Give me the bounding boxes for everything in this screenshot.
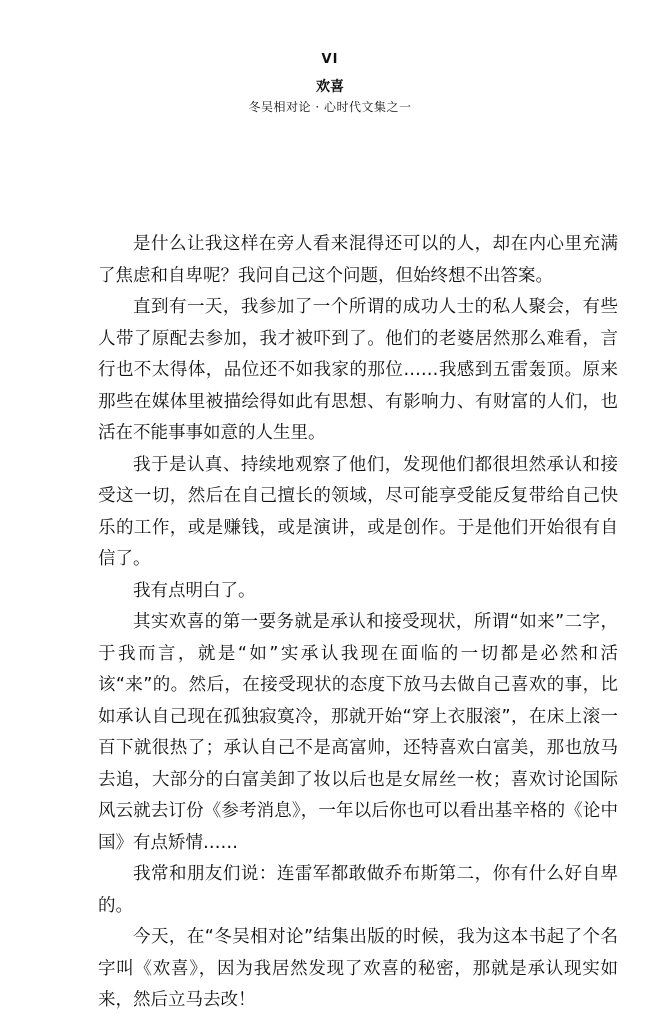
paragraph-2: 直到有一天，我参加了一个所谓的成功人士的私人聚会，有些人带了原配去参加，我才被吓到了。他们的老婆居然那么难看，言行也不太得体，品位还不如我家的那位……我感到五雷轰顶。原来那些在媒体里被描绘得如此有思想、有影响力、有财富的人们，也活在不能事事如意的人生里。 bbox=[98, 297, 618, 443]
book-subtitle: 冬吴相对论 · 心时代文集之一 bbox=[248, 100, 412, 114]
paragraph-5: 其实欢喜的第一要务就是承认和接受现状，所谓“如来”二字，于我而言，就是“如”实承认我现在面临的一切都是必然和活该“来”的。然后，在接受现状的态度下放马去做自己喜欢的事，比如承认自己现在孤独寂寞冷，那就开始“穿上衣服滚”，在床上滚一百下就很热了；承认自己不是高富帅，还特喜欢白富美，那也放马去追，大部分的白富美卸了妆以后也是女屌丝一枚；喜欢讨论国际风云就去订份《参考消息》，一年以后你也可以看出基辛格的《论中国》有点矫情…… bbox=[98, 612, 618, 853]
paragraph-6: 我常和朋友们说：连雷军都敢做乔布斯第二，你有什么好自卑的。 bbox=[98, 864, 618, 916]
book-title: 欢喜 bbox=[316, 79, 344, 95]
paragraph-3: 我于是认真、持续地观察了他们，发现他们都很坦然承认和接受这一切，然后在自己擅长的领域，尽可能享受能反复带给自己快乐的工作，或是赚钱，或是演讲，或是创作。于是他们开始很有自信了。 bbox=[98, 454, 618, 569]
paragraph-1: 是什么让我这样在旁人看来混得还可以的人，却在内心里充满了焦虑和自卑呢？我问自己这个问题，但始终想不出答案。 bbox=[98, 234, 618, 286]
paragraph-4: 我有点明白了。 bbox=[133, 580, 256, 601]
body-text bbox=[98, 229, 618, 1017]
page-header bbox=[0, 50, 660, 116]
paragraph-7: 今天，在“冬吴相对论”结集出版的时候，我为这本书起了个名字叫《欢喜》，因为我居然发现了欢喜的秘密，那就是承认现实如来，然后立马去改！ bbox=[98, 927, 618, 1010]
page-number: VI bbox=[321, 52, 339, 67]
